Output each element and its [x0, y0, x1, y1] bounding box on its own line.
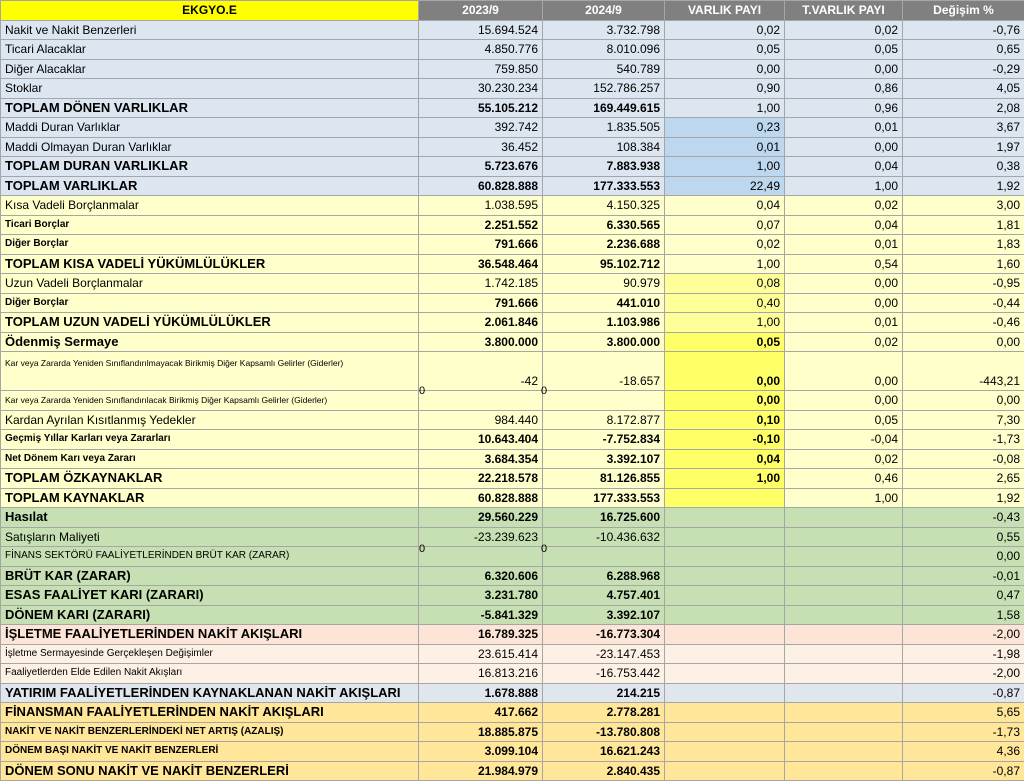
row-label-cell[interactable]: Maddi Duran Varlıklar: [1, 118, 419, 138]
table-row: [1, 683, 1024, 703]
value-2024-cell[interactable]: -16.753.442: [543, 664, 665, 684]
t-varlik-payi-cell[interactable]: [785, 664, 903, 684]
t-varlik-payi-cell[interactable]: 0,02: [785, 196, 903, 216]
t-varlik-payi-cell[interactable]: 0,02: [785, 332, 903, 352]
degisim-cell[interactable]: -0,44: [903, 293, 1024, 313]
varlik-payi-cell[interactable]: 0,00: [665, 391, 785, 411]
row-label-cell[interactable]: ESAS FAALİYET KARI (ZARARI): [1, 586, 419, 606]
table-row: [1, 742, 1024, 762]
t-varlik-payi-cell[interactable]: 0,00: [785, 293, 903, 313]
degisim-cell[interactable]: 4,36: [903, 742, 1024, 762]
degisim-cell[interactable]: -1,73: [903, 430, 1024, 450]
t-varlik-payi-cell[interactable]: [785, 547, 903, 567]
degisim-cell[interactable]: -0,46: [903, 313, 1024, 333]
row-label-cell[interactable]: DÖNEM SONU NAKİT VE NAKİT BENZERLERİ: [1, 761, 419, 781]
varlik-payi-cell[interactable]: 0,01: [665, 137, 785, 157]
value-2024-cell[interactable]: -18.657: [543, 352, 665, 391]
stray-zero-1: 0: [419, 385, 425, 397]
col-varlik-payi-header[interactable]: VARLIK PAYI: [665, 1, 785, 21]
value-2023-cell[interactable]: 3.099.104: [419, 742, 543, 762]
value-2023-cell[interactable]: -23.239.623: [419, 527, 543, 547]
table-row: [1, 430, 1024, 450]
col-2024-header[interactable]: 2024/9: [543, 1, 665, 21]
t-varlik-payi-cell[interactable]: [785, 605, 903, 625]
varlik-payi-cell[interactable]: 0,00: [665, 59, 785, 79]
degisim-cell[interactable]: 0,65: [903, 40, 1024, 60]
degisim-cell[interactable]: 1,83: [903, 235, 1024, 255]
value-2023-cell[interactable]: 6.320.606: [419, 566, 543, 586]
value-2023-cell[interactable]: 5.723.676: [419, 157, 543, 177]
table-row: [1, 215, 1024, 235]
value-2023-cell[interactable]: 16.813.216: [419, 664, 543, 684]
varlik-payi-cell[interactable]: [665, 703, 785, 723]
value-2024-cell[interactable]: 169.449.615: [543, 98, 665, 118]
degisim-cell[interactable]: -2,00: [903, 625, 1024, 645]
value-2024-cell[interactable]: 6.330.565: [543, 215, 665, 235]
t-varlik-payi-cell[interactable]: 0,02: [785, 449, 903, 469]
value-2023-cell[interactable]: 18.885.875: [419, 722, 543, 742]
degisim-cell[interactable]: 0,38: [903, 157, 1024, 177]
varlik-payi-cell[interactable]: 1,00: [665, 98, 785, 118]
table-row: [1, 410, 1024, 430]
t-varlik-payi-cell[interactable]: 0,54: [785, 254, 903, 274]
row-label-cell[interactable]: Uzun Vadeli Borçlanmalar: [1, 274, 419, 294]
value-2023-cell[interactable]: 23.615.414: [419, 644, 543, 664]
value-2024-cell[interactable]: 177.333.553: [543, 176, 665, 196]
varlik-payi-cell[interactable]: [665, 742, 785, 762]
value-2023-cell[interactable]: 1.742.185: [419, 274, 543, 294]
value-2024-cell[interactable]: 7.883.938: [543, 157, 665, 177]
value-2024-cell[interactable]: 214.215: [543, 683, 665, 703]
table-row: [1, 235, 1024, 255]
degisim-cell[interactable]: -0,08: [903, 449, 1024, 469]
varlik-payi-cell[interactable]: [665, 605, 785, 625]
t-varlik-payi-cell[interactable]: 1,00: [785, 488, 903, 508]
varlik-payi-cell[interactable]: [665, 488, 785, 508]
varlik-payi-cell[interactable]: 0,05: [665, 332, 785, 352]
table-row: [1, 20, 1024, 40]
value-2023-cell[interactable]: 36.548.464: [419, 254, 543, 274]
degisim-cell[interactable]: 1,81: [903, 215, 1024, 235]
degisim-cell[interactable]: 0,47: [903, 586, 1024, 606]
varlik-payi-cell[interactable]: -0,10: [665, 430, 785, 450]
table-row: [1, 586, 1024, 606]
value-2023-cell[interactable]: 10.643.404: [419, 430, 543, 450]
row-label-cell[interactable]: Net Dönem Karı veya Zararı: [1, 449, 419, 469]
value-2023-cell[interactable]: 21.984.979: [419, 761, 543, 781]
value-2024-cell[interactable]: 441.010: [543, 293, 665, 313]
t-varlik-payi-cell[interactable]: [785, 527, 903, 547]
varlik-payi-cell[interactable]: 0,40: [665, 293, 785, 313]
value-2023-cell[interactable]: 3.684.354: [419, 449, 543, 469]
varlik-payi-cell[interactable]: 1,00: [665, 469, 785, 489]
stray-zero-2: 0: [541, 385, 547, 397]
t-varlik-payi-cell[interactable]: 0,04: [785, 157, 903, 177]
varlik-payi-cell[interactable]: 0,02: [665, 235, 785, 255]
varlik-payi-cell[interactable]: 0,04: [665, 449, 785, 469]
row-label-cell[interactable]: Kardan Ayrılan Kısıtlanmış Yedekler: [1, 410, 419, 430]
value-2024-cell[interactable]: -16.773.304: [543, 625, 665, 645]
row-label-cell[interactable]: FİNANSMAN FAALİYETLERİNDEN NAKİT AKIŞLARI: [1, 703, 419, 723]
degisim-cell[interactable]: 0,00: [903, 547, 1024, 567]
value-2024-cell[interactable]: 540.789: [543, 59, 665, 79]
degisim-cell[interactable]: -0,76: [903, 20, 1024, 40]
value-2023-cell[interactable]: 1.678.888: [419, 683, 543, 703]
value-2024-cell[interactable]: 108.384: [543, 137, 665, 157]
value-2024-cell[interactable]: 90.979: [543, 274, 665, 294]
t-varlik-payi-cell[interactable]: 0,05: [785, 40, 903, 60]
table-row: [1, 293, 1024, 313]
value-2024-cell[interactable]: 81.126.855: [543, 469, 665, 489]
value-2024-cell[interactable]: 2.236.688: [543, 235, 665, 255]
value-2023-cell[interactable]: 759.850: [419, 59, 543, 79]
varlik-payi-cell[interactable]: [665, 761, 785, 781]
row-label-cell[interactable]: Maddi Olmayan Duran Varlıklar: [1, 137, 419, 157]
table-row: [1, 332, 1024, 352]
table-row: [1, 274, 1024, 294]
value-2023-cell[interactable]: [419, 547, 543, 567]
value-2023-cell[interactable]: 55.105.212: [419, 98, 543, 118]
degisim-cell[interactable]: 1,60: [903, 254, 1024, 274]
row-label-cell[interactable]: TOPLAM DURAN VARLIKLAR: [1, 157, 419, 177]
degisim-cell[interactable]: -0,87: [903, 761, 1024, 781]
table-row: [1, 352, 1024, 391]
table-row: [1, 40, 1024, 60]
varlik-payi-cell[interactable]: 0,02: [665, 20, 785, 40]
row-label-cell[interactable]: NAKİT VE NAKİT BENZERLERİNDEKİ NET ARTIŞ (AZALIŞ): [1, 722, 419, 742]
table-row: [1, 98, 1024, 118]
row-label-cell[interactable]: Diğer Alacaklar: [1, 59, 419, 79]
table-row: [1, 605, 1024, 625]
degisim-cell[interactable]: 1,97: [903, 137, 1024, 157]
table-row: [1, 137, 1024, 157]
value-2024-cell[interactable]: 16.725.600: [543, 508, 665, 528]
value-2024-cell[interactable]: [543, 547, 665, 567]
row-label-cell[interactable]: Satışların Maliyeti: [1, 527, 419, 547]
value-2023-cell[interactable]: 417.662: [419, 703, 543, 723]
varlik-payi-cell[interactable]: 0,10: [665, 410, 785, 430]
degisim-cell[interactable]: -1,73: [903, 722, 1024, 742]
value-2023-cell[interactable]: 29.560.229: [419, 508, 543, 528]
t-varlik-payi-cell[interactable]: 0,01: [785, 313, 903, 333]
row-label-cell[interactable]: Ödenmiş Sermaye: [1, 332, 419, 352]
table-row: [1, 527, 1024, 547]
value-2024-cell[interactable]: 3.392.107: [543, 449, 665, 469]
value-2024-cell[interactable]: 95.102.712: [543, 254, 665, 274]
t-varlik-payi-cell[interactable]: 0,00: [785, 391, 903, 411]
row-label-cell[interactable]: Kar veya Zararda Yeniden Sınıflandırılacak Birikmiş Diğer Kapsamlı Gelirler (Giderler): [1, 391, 419, 411]
varlik-payi-cell[interactable]: 0,00: [665, 352, 785, 391]
t-varlik-payi-cell[interactable]: [785, 722, 903, 742]
t-varlik-payi-cell[interactable]: [785, 742, 903, 762]
value-2023-cell[interactable]: 791.666: [419, 235, 543, 255]
t-varlik-payi-cell[interactable]: [785, 586, 903, 606]
value-2023-cell[interactable]: 15.694.524: [419, 20, 543, 40]
t-varlik-payi-cell[interactable]: [785, 644, 903, 664]
row-label-cell[interactable]: Ticari Alacaklar: [1, 40, 419, 60]
value-2024-cell[interactable]: 177.333.553: [543, 488, 665, 508]
degisim-cell[interactable]: -0,87: [903, 683, 1024, 703]
t-varlik-payi-cell[interactable]: [785, 761, 903, 781]
varlik-payi-cell[interactable]: 0,08: [665, 274, 785, 294]
row-label-cell[interactable]: DÖNEM KARI (ZARARI): [1, 605, 419, 625]
t-varlik-payi-cell[interactable]: 0,04: [785, 215, 903, 235]
table-row: [1, 644, 1024, 664]
row-label-cell[interactable]: Nakit ve Nakit Benzerleri: [1, 20, 419, 40]
value-2023-cell[interactable]: 3.231.780: [419, 586, 543, 606]
table-row: [1, 313, 1024, 333]
t-varlik-payi-cell[interactable]: 0,05: [785, 410, 903, 430]
value-2024-cell[interactable]: -7.752.834: [543, 430, 665, 450]
t-varlik-payi-cell[interactable]: 0,01: [785, 235, 903, 255]
table-row: [1, 59, 1024, 79]
value-2023-cell[interactable]: 2.251.552: [419, 215, 543, 235]
table-row: [1, 196, 1024, 216]
value-2024-cell[interactable]: [543, 391, 665, 411]
table-row: [1, 566, 1024, 586]
col-degisim-header[interactable]: Değişim %: [903, 1, 1024, 21]
t-varlik-payi-cell[interactable]: 0,01: [785, 118, 903, 138]
value-2024-cell[interactable]: 8.172.877: [543, 410, 665, 430]
degisim-cell[interactable]: -443,21: [903, 352, 1024, 391]
varlik-payi-cell[interactable]: [665, 664, 785, 684]
degisim-cell[interactable]: 1,58: [903, 605, 1024, 625]
value-2024-cell[interactable]: 3.800.000: [543, 332, 665, 352]
varlik-payi-cell[interactable]: 1,00: [665, 157, 785, 177]
row-label-cell[interactable]: TOPLAM DÖNEN VARLIKLAR: [1, 98, 419, 118]
row-label-cell[interactable]: Hasılat: [1, 508, 419, 528]
col-2023-header[interactable]: 2023/9: [419, 1, 543, 21]
row-label-cell[interactable]: FİNANS SEKTÖRÜ FAALİYETLERİNDEN BRÜT KAR (ZARAR): [1, 547, 419, 567]
degisim-cell[interactable]: 0,00: [903, 391, 1024, 411]
table-row: [1, 761, 1024, 781]
row-label-cell[interactable]: TOPLAM VARLIKLAR: [1, 176, 419, 196]
row-label-cell[interactable]: İşletme Sermayesinde Gerçekleşen Değişimler: [1, 644, 419, 664]
table-row: [1, 488, 1024, 508]
t-varlik-payi-cell[interactable]: [785, 566, 903, 586]
degisim-cell[interactable]: 3,00: [903, 196, 1024, 216]
degisim-cell[interactable]: 3,67: [903, 118, 1024, 138]
t-varlik-payi-cell[interactable]: 0,00: [785, 352, 903, 391]
degisim-cell[interactable]: -1,98: [903, 644, 1024, 664]
varlik-payi-cell[interactable]: [665, 547, 785, 567]
degisim-cell[interactable]: 2,08: [903, 98, 1024, 118]
t-varlik-payi-cell[interactable]: [785, 508, 903, 528]
t-varlik-payi-cell[interactable]: 1,00: [785, 176, 903, 196]
degisim-cell[interactable]: -2,00: [903, 664, 1024, 684]
header-row: [1, 1, 1024, 21]
varlik-payi-cell[interactable]: [665, 527, 785, 547]
value-2024-cell[interactable]: 8.010.096: [543, 40, 665, 60]
degisim-cell[interactable]: 0,55: [903, 527, 1024, 547]
stray-zero-4: 0: [541, 543, 547, 555]
row-label-cell[interactable]: YATIRIM FAALİYETLERİNDEN KAYNAKLANAN NAKİT AKIŞLARI: [1, 683, 419, 703]
value-2024-cell[interactable]: 3.392.107: [543, 605, 665, 625]
value-2023-cell[interactable]: 984.440: [419, 410, 543, 430]
degisim-cell[interactable]: -0,95: [903, 274, 1024, 294]
table-row: [1, 508, 1024, 528]
row-label-cell[interactable]: Geçmiş Yıllar Karları veya Zararları: [1, 430, 419, 450]
row-label-cell[interactable]: İŞLETME FAALİYETLERİNDEN NAKİT AKIŞLARI: [1, 625, 419, 645]
row-label-cell[interactable]: Stoklar: [1, 79, 419, 99]
row-label-cell[interactable]: TOPLAM KISA VADELİ YÜKÜMLÜLÜKLER: [1, 254, 419, 274]
degisim-cell[interactable]: -0,29: [903, 59, 1024, 79]
value-2023-cell[interactable]: 4.850.776: [419, 40, 543, 60]
degisim-cell[interactable]: 5,65: [903, 703, 1024, 723]
t-varlik-payi-cell[interactable]: 0,46: [785, 469, 903, 489]
degisim-cell[interactable]: 7,30: [903, 410, 1024, 430]
varlik-payi-cell[interactable]: [665, 722, 785, 742]
value-2024-cell[interactable]: -10.436.632: [543, 527, 665, 547]
value-2024-cell[interactable]: -23.147.453: [543, 644, 665, 664]
value-2024-cell[interactable]: 4.757.401: [543, 586, 665, 606]
table-row: [1, 449, 1024, 469]
row-label-cell[interactable]: Kısa Vadeli Borçlanmalar: [1, 196, 419, 216]
value-2023-cell[interactable]: [419, 391, 543, 411]
t-varlik-payi-cell[interactable]: 0,00: [785, 137, 903, 157]
varlik-payi-cell[interactable]: [665, 644, 785, 664]
degisim-cell[interactable]: 1,92: [903, 488, 1024, 508]
table-row: [1, 118, 1024, 138]
varlik-payi-cell[interactable]: 0,05: [665, 40, 785, 60]
varlik-payi-cell[interactable]: [665, 508, 785, 528]
varlik-payi-cell[interactable]: 1,00: [665, 313, 785, 333]
value-2023-cell[interactable]: 16.789.325: [419, 625, 543, 645]
varlik-payi-cell[interactable]: [665, 586, 785, 606]
varlik-payi-cell[interactable]: [665, 566, 785, 586]
varlik-payi-cell[interactable]: [665, 625, 785, 645]
table-row: [1, 703, 1024, 723]
t-varlik-payi-cell[interactable]: 0,96: [785, 98, 903, 118]
value-2024-cell[interactable]: 3.732.798: [543, 20, 665, 40]
t-varlik-payi-cell[interactable]: 0,00: [785, 59, 903, 79]
row-label-cell[interactable]: TOPLAM UZUN VADELİ YÜKÜMLÜLÜKLER: [1, 313, 419, 333]
t-varlik-payi-cell[interactable]: 0,86: [785, 79, 903, 99]
value-2024-cell[interactable]: 1.103.986: [543, 313, 665, 333]
row-label-cell[interactable]: Diğer Borçlar: [1, 235, 419, 255]
table-row: [1, 79, 1024, 99]
value-2023-cell[interactable]: 1.038.595: [419, 196, 543, 216]
varlik-payi-cell[interactable]: 22,49: [665, 176, 785, 196]
table-row: [1, 157, 1024, 177]
value-2024-cell[interactable]: 1.835.505: [543, 118, 665, 138]
varlik-payi-cell[interactable]: [665, 683, 785, 703]
value-2023-cell[interactable]: 791.666: [419, 293, 543, 313]
t-varlik-payi-cell[interactable]: [785, 625, 903, 645]
degisim-cell[interactable]: 1,92: [903, 176, 1024, 196]
value-2023-cell[interactable]: 2.061.846: [419, 313, 543, 333]
value-2023-cell[interactable]: 36.452: [419, 137, 543, 157]
varlik-payi-cell[interactable]: 0,23: [665, 118, 785, 138]
row-label-cell[interactable]: TOPLAM KAYNAKLAR: [1, 488, 419, 508]
row-label-cell[interactable]: Diğer Borçlar: [1, 293, 419, 313]
degisim-cell[interactable]: -0,01: [903, 566, 1024, 586]
t-varlik-payi-cell[interactable]: -0,04: [785, 430, 903, 450]
table-row: [1, 722, 1024, 742]
degisim-cell[interactable]: -0,43: [903, 508, 1024, 528]
value-2023-cell[interactable]: 60.828.888: [419, 488, 543, 508]
row-label-cell[interactable]: Kar veya Zararda Yeniden Sınıflandırılmayacak Birikmiş Diğer Kapsamlı Gelirler (Giderler): [1, 352, 419, 391]
table-row: [1, 176, 1024, 196]
varlik-payi-cell[interactable]: 0,07: [665, 215, 785, 235]
value-2024-cell[interactable]: 2.778.281: [543, 703, 665, 723]
varlik-payi-cell[interactable]: 1,00: [665, 254, 785, 274]
t-varlik-payi-cell[interactable]: 0,02: [785, 20, 903, 40]
row-label-cell[interactable]: Faaliyetlerden Elde Edilen Nakit Akışları: [1, 664, 419, 684]
t-varlik-payi-cell[interactable]: [785, 703, 903, 723]
t-varlik-payi-cell[interactable]: 0,00: [785, 274, 903, 294]
ticker-header[interactable]: EKGYO.E: [1, 1, 419, 21]
table-body: [1, 1, 1024, 781]
col-t-varlik-payi-header[interactable]: T.VARLIK PAYI: [785, 1, 903, 21]
table-row: [1, 625, 1024, 645]
degisim-cell[interactable]: 4,05: [903, 79, 1024, 99]
table-row: [1, 469, 1024, 489]
value-2023-cell[interactable]: -5.841.329: [419, 605, 543, 625]
row-label-cell[interactable]: DÖNEM BAŞI NAKİT VE NAKİT BENZERLERİ: [1, 742, 419, 762]
degisim-cell[interactable]: 2,65: [903, 469, 1024, 489]
row-label-cell[interactable]: TOPLAM ÖZKAYNAKLAR: [1, 469, 419, 489]
value-2024-cell[interactable]: 152.786.257: [543, 79, 665, 99]
value-2023-cell[interactable]: -42: [419, 352, 543, 391]
t-varlik-payi-cell[interactable]: [785, 683, 903, 703]
value-2024-cell[interactable]: 4.150.325: [543, 196, 665, 216]
varlik-payi-cell[interactable]: 0,90: [665, 79, 785, 99]
value-2023-cell[interactable]: 3.800.000: [419, 332, 543, 352]
value-2024-cell[interactable]: 2.840.435: [543, 761, 665, 781]
row-label-cell[interactable]: Ticari Borçlar: [1, 215, 419, 235]
table-row: [1, 664, 1024, 684]
value-2024-cell[interactable]: 16.621.243: [543, 742, 665, 762]
degisim-cell[interactable]: 0,00: [903, 332, 1024, 352]
row-label-cell[interactable]: BRÜT KAR (ZARAR): [1, 566, 419, 586]
table-row: [1, 547, 1024, 567]
value-2023-cell[interactable]: 60.828.888: [419, 176, 543, 196]
table-row: [1, 254, 1024, 274]
value-2023-cell[interactable]: 30.230.234: [419, 79, 543, 99]
table-row: [1, 391, 1024, 411]
varlik-payi-cell[interactable]: 0,04: [665, 196, 785, 216]
value-2024-cell[interactable]: 6.288.968: [543, 566, 665, 586]
value-2023-cell[interactable]: 392.742: [419, 118, 543, 138]
stray-zero-3: 0: [419, 543, 425, 555]
value-2024-cell[interactable]: -13.780.808: [543, 722, 665, 742]
value-2023-cell[interactable]: 22.218.578: [419, 469, 543, 489]
